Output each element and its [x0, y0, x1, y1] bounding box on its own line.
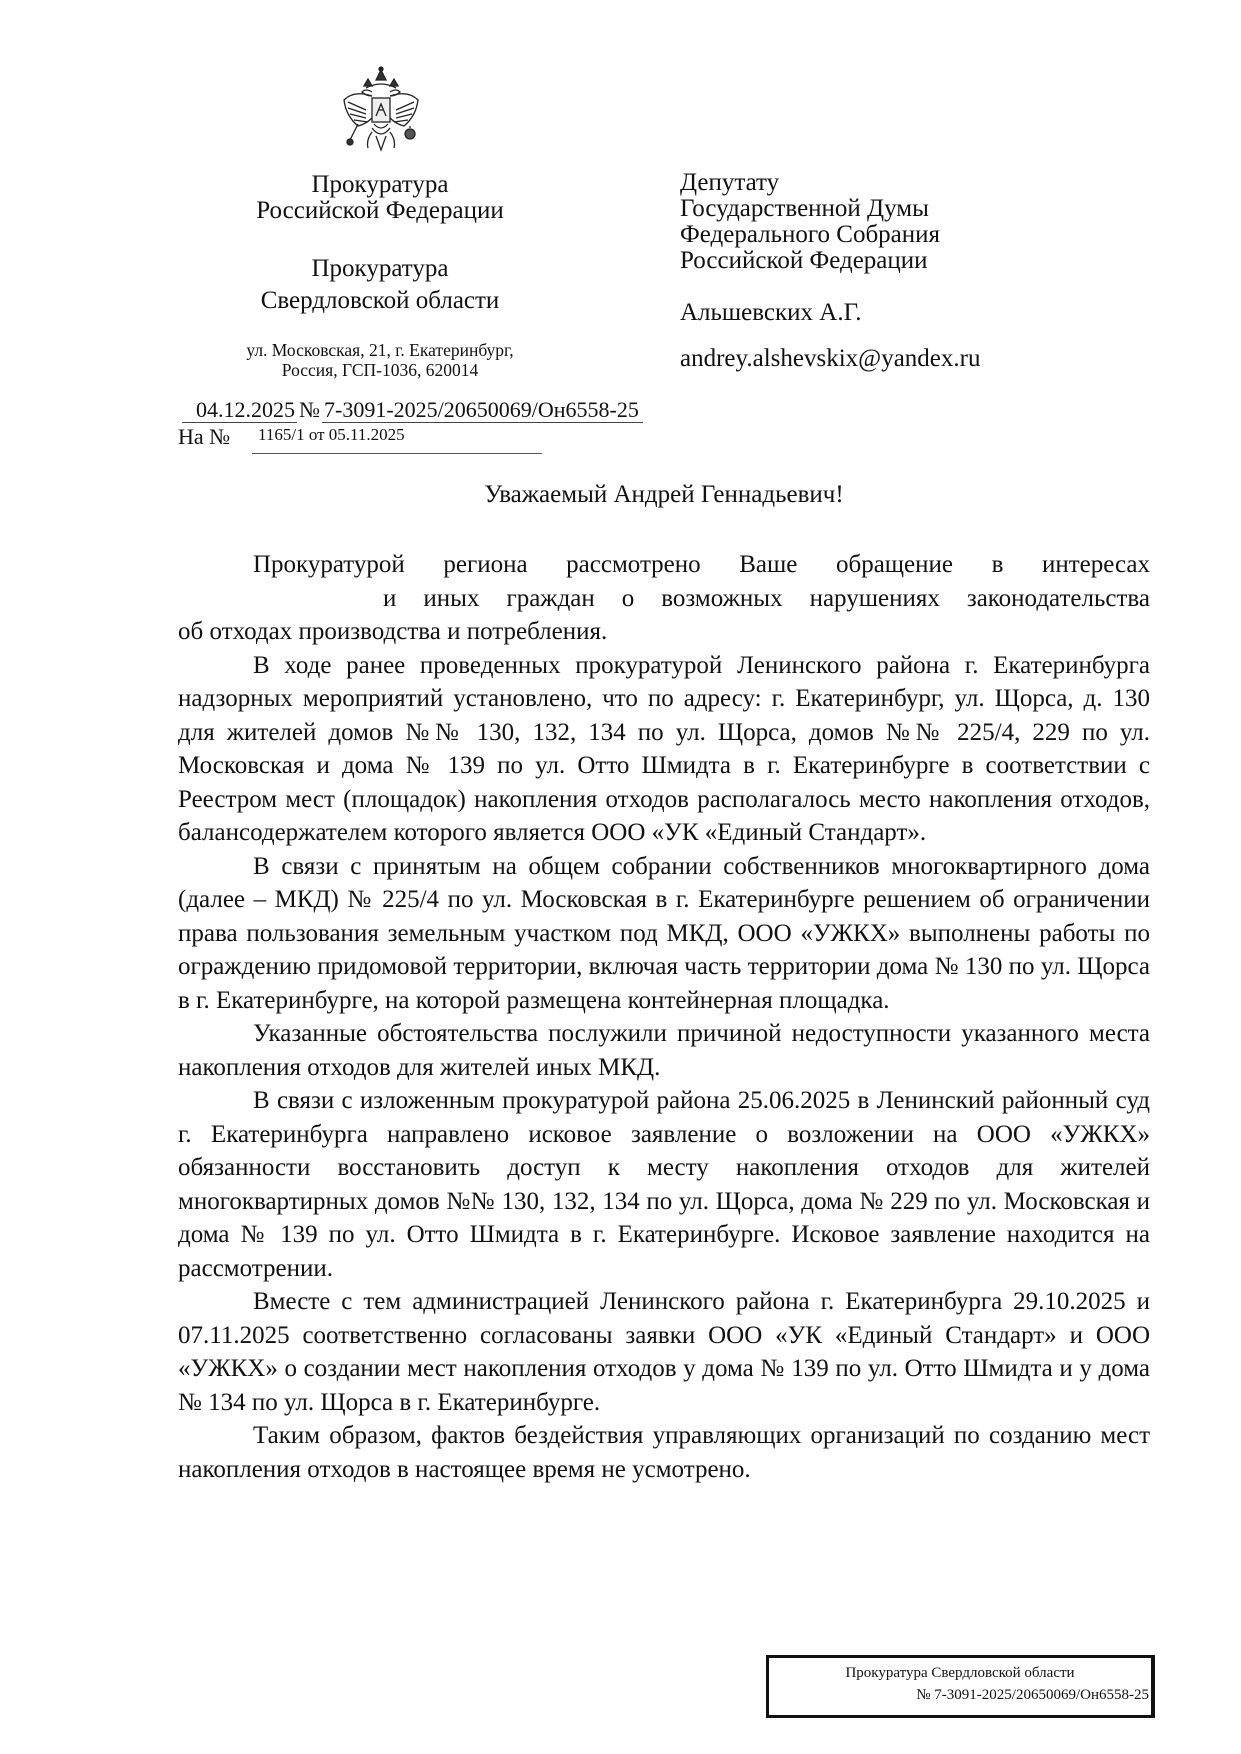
paragraph-2: В ходе ранее проведенных прокуратурой Ленинского района г. Екатеринбурга надзорных мероприятий установлено, что по адресу: г. Екатеринбург, ул. Щорса, д. 130 для жителей домов №№ 130, 132, 134 по ул. Щорса, домов №№ 225/4, 229 по ул. Московская и дома № 139 по ул. Отто Шмидта в г. Екатеринбурге в соответствии с Реестром мест (площадок) накопления отходов располагалось место накопления отходов, балансодержателем которого является ООО «УК «Единый Стандарт».: [178, 651, 1150, 846]
coat-of-arms-icon: [336, 66, 426, 162]
org-name-line2: Российской Федерации: [256, 197, 504, 224]
paragraph-5: В связи с изложенным прокуратурой района 25.06.2025 в Ленинский районный суд г. Екатеринбурга направлено исковое заявление о возложении на ООО «УЖКХ» обязанности восстановить доступ к месту накопления отходов для жителей многоквартирных домов №№ 130, 132, 134 по ул. Щорса, дома № 229 по ул. Московская и дома № 139 по ул. Отто Шмидта в г. Екатеринбурге. Исковое заявление находится на рассмотрении.: [178, 1087, 1150, 1282]
stamp-org: Прокуратура Свердловской области: [845, 1665, 1075, 1681]
paragraph-1: [178, 548, 1150, 649]
paragraph-1-line-2: и иных граждан о возможных нарушениях законодательства: [383, 584, 1150, 612]
number-sign: №: [299, 397, 320, 422]
outgoing-registration-line: [182, 398, 643, 423]
reference-line: [178, 424, 405, 449]
recipient-name: Альшевских А.Г.: [680, 299, 862, 326]
recipient-title-line2: Государственной Думы: [680, 195, 929, 222]
paragraph-1-line-1: Прокуратурой региона рассмотрено Ваше обращение в интересах: [253, 551, 1150, 578]
paragraph-1-line-3: об отходах производства и потребления.: [178, 618, 608, 645]
sender-suborganization: [200, 256, 560, 314]
sender-organization: [200, 172, 560, 224]
salutation: Уважаемый Андрей Геннадьевич!: [484, 481, 844, 508]
recipient-title-line4: Российской Федерации: [680, 247, 928, 274]
reference-label: На №: [178, 424, 231, 449]
paragraph-6: Вместе с тем администрацией Ленинского района г. Екатеринбурга 29.10.2025 и 07.11.2025 соответственно согласованы заявки ООО «УК «Единый Стандарт» и ООО «УЖКХ» о создании мест накопления отходов у дома № 139 по ул. Отто Шмидта и у дома № 134 по ул. Щорса в г. Екатеринбурге.: [178, 1288, 1150, 1416]
address-line2: Россия, ГСП-1036, 620014: [281, 360, 479, 380]
suborg-name-line2: Свердловской области: [260, 287, 500, 314]
reference-underline: [252, 453, 542, 454]
address-line1: ул. Московская, 21, г. Екатеринбург,: [246, 340, 514, 360]
recipient-title-line3: Федерального Собрания: [680, 221, 941, 248]
letter-body: [178, 548, 1150, 1486]
recipient-email: andrey.alshevskix@yandex.ru: [680, 345, 981, 372]
letter-number: 7-3091-2025/20650069/Он6558-25: [322, 398, 643, 423]
registration-stamp: [766, 1655, 1155, 1718]
recipient-title-line1: Депутату: [680, 169, 780, 196]
paragraph-3: В связи с принятым на общем собрании собственников многоквартирного дома (далее – МКД) № 225/4 по ул. Московская в г. Екатеринбурге решением об ограничении права пользования земельным участком под МКД, ООО «УЖКХ» выполнены работы по ограждению придомовой территории, включая часть территории дома № 130 по ул. Щорса в г. Екатеринбурге, на которой размещена контейнерная площадка.: [178, 852, 1150, 1014]
letter-date: 04.12.2025: [182, 398, 297, 423]
stamp-number: № 7-3091-2025/20650069/Он6558-25: [916, 1687, 1149, 1703]
paragraph-4: Указанные обстоятельства послужили причиной недоступности указанного места накопления отходов для жителей иных МКД.: [178, 1020, 1150, 1081]
suborg-name-line1: Прокуратура: [311, 255, 449, 282]
paragraph-7: Таким образом, фактов бездействия управляющих организаций по созданию мест накопления отходов в настоящее время не усмотрено.: [178, 1422, 1150, 1483]
sender-address: [200, 340, 560, 380]
recipient-block: [680, 170, 980, 372]
reference-value: 1165/1 от 05.11.2025: [258, 425, 405, 444]
org-name-line1: Прокуратура: [311, 171, 449, 198]
